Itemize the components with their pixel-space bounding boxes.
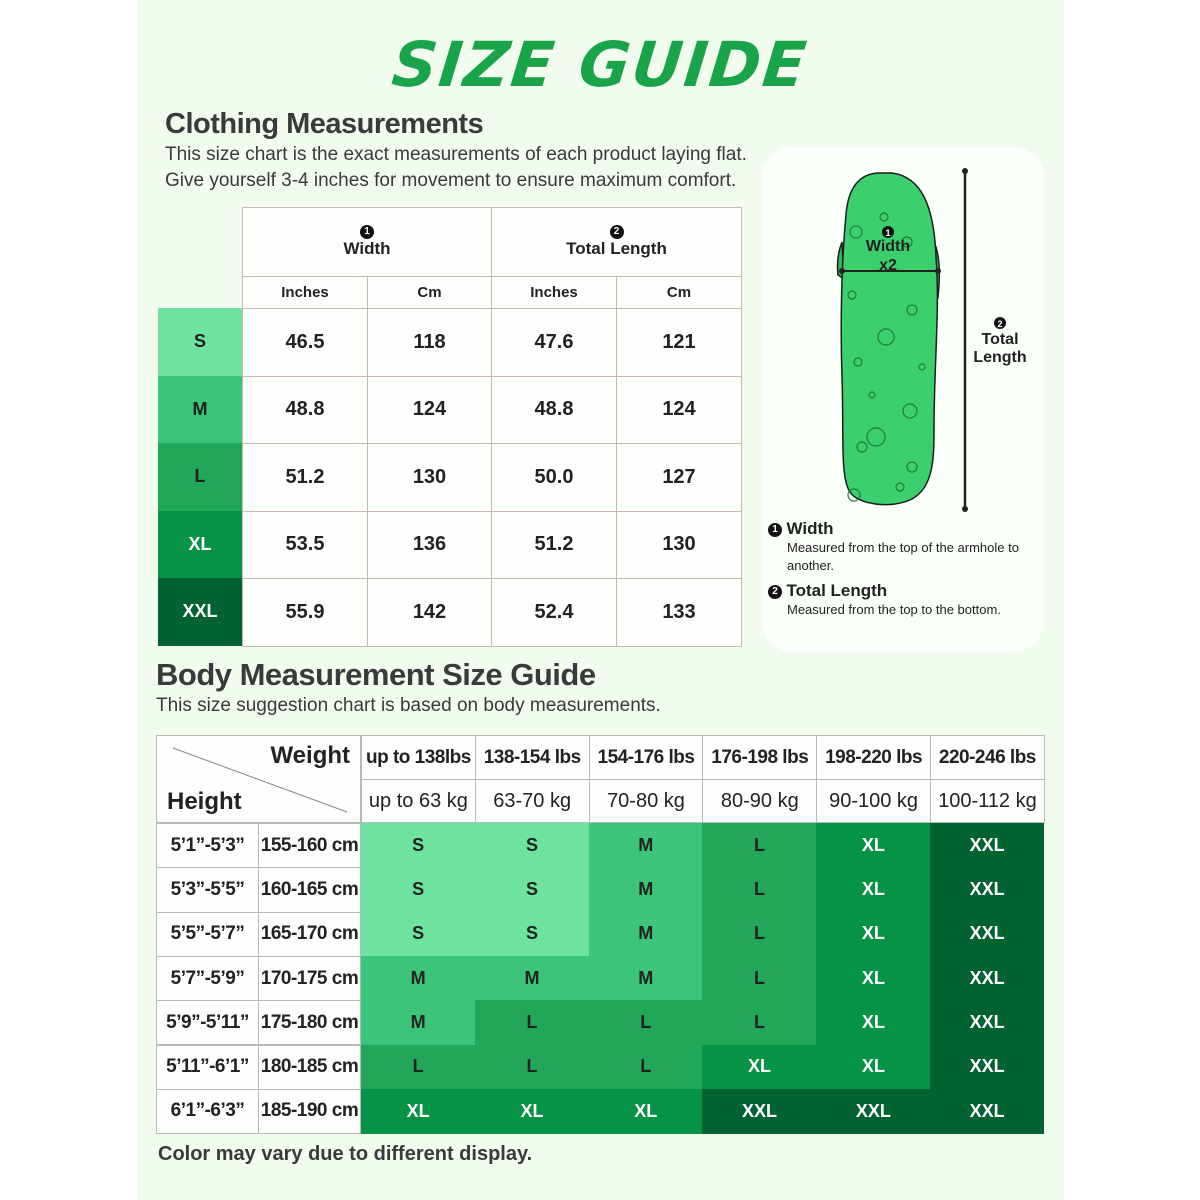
height-cm-label: 155-160 cm (258, 823, 361, 868)
height-cm-label: 175-180 cm (258, 1000, 361, 1045)
size-recommendation-cell: L (702, 823, 816, 868)
weight-label: Weight (270, 742, 350, 769)
size-recommendation-cell: L (702, 867, 816, 912)
size-recommendation-cell: XXL (930, 1089, 1044, 1134)
size-recommendation-cell: XL (816, 1045, 930, 1090)
measurement-diagram-card (762, 147, 1044, 652)
total-length-header (491, 207, 742, 277)
clothing-desc-line1: This size chart is the exact measurements of each product laying flat. (165, 144, 747, 165)
height-label: Height (167, 788, 242, 815)
footer-note: Color may vary due to different display. (158, 1143, 533, 1165)
width-number-label: 1 (885, 228, 891, 238)
length-diagram-label-2: Length (973, 349, 1027, 366)
size-recommendation-cell: XL (816, 1000, 930, 1045)
weight-lbs-header: up to 138lbs (361, 735, 476, 780)
weight-lbs-header: 220-246 lbs (930, 735, 1045, 780)
unit-header: Inches (491, 276, 617, 309)
width-header-label: Width (343, 239, 391, 258)
height-ft-label: 5’1”-5’3” (156, 823, 259, 868)
number-one-icon: 1 (360, 225, 374, 239)
measurement-value: 55.9 (242, 578, 368, 647)
size-recommendation-cell: M (361, 956, 475, 1001)
width-multiplier-label: x2 (879, 257, 897, 274)
length-diagram-label-1: Total (981, 331, 1019, 348)
size-label: S (158, 308, 242, 376)
size-recommendation-cell: XL (702, 1045, 816, 1090)
size-recommendation-cell: L (702, 956, 816, 1001)
garment-diagram (762, 147, 1044, 652)
size-recommendation-cell: M (589, 823, 703, 868)
height-ft-label: 5’5”-5’7” (156, 912, 259, 957)
clothing-desc-line2: Give yourself 3-4 inches for movement to ensure maximum comfort. (165, 170, 737, 191)
weight-lbs-header: 176-198 lbs (702, 735, 817, 780)
width-diagram-label: Width (865, 238, 911, 255)
clothing-size-table (158, 207, 742, 645)
total-length-header-label: Total Length (566, 239, 667, 258)
size-recommendation-cell: S (475, 867, 589, 912)
size-label: M (158, 376, 242, 444)
height-ft-label: 5’11”-6’1” (156, 1045, 259, 1090)
height-cm-label: 160-165 cm (258, 867, 361, 912)
measurement-value: 130 (367, 443, 492, 512)
size-recommendation-cell: L (475, 1000, 589, 1045)
measurement-value: 124 (616, 376, 742, 445)
body-size-table (156, 735, 1044, 1133)
measurement-value: 48.8 (491, 376, 617, 445)
size-recommendation-cell: M (475, 956, 589, 1001)
height-cm-label: 165-170 cm (258, 912, 361, 957)
size-label: XXL (158, 578, 242, 646)
height-ft-label: 5’9”-5’11” (156, 1000, 259, 1045)
measurement-value: 50.0 (491, 443, 617, 512)
weight-kg-header: 63-70 kg (475, 779, 590, 823)
size-recommendation-cell: XL (475, 1089, 589, 1134)
number-two-icon: 2 (768, 585, 782, 599)
weight-lbs-header: 154-176 lbs (589, 735, 704, 780)
measurement-value: 121 (616, 308, 742, 377)
measurement-value: 130 (616, 511, 742, 580)
size-recommendation-cell: S (361, 912, 475, 957)
height-ft-label: 5’7”-5’9” (156, 956, 259, 1001)
size-recommendation-cell: XXL (930, 912, 1044, 957)
legend-width-desc-1: Measured from the top of the armhole to (787, 540, 1019, 555)
size-recommendation-cell: XXL (816, 1089, 930, 1134)
clothing-heading: Clothing Measurements (165, 108, 484, 140)
size-recommendation-cell: L (361, 1045, 475, 1090)
weight-lbs-header: 198-220 lbs (816, 735, 931, 780)
measurement-value: 52.4 (491, 578, 617, 647)
page-title: SIZE GUIDE (388, 28, 812, 101)
size-recommendation-cell: L (702, 1000, 816, 1045)
size-recommendation-cell: M (589, 956, 703, 1001)
number-one-icon: 1 (768, 523, 782, 537)
legend-width-desc-2: another. (787, 558, 834, 573)
height-ft-label: 6’1”-6’3” (156, 1089, 259, 1134)
size-recommendation-cell: XL (816, 956, 930, 1001)
weight-kg-header: 90-100 kg (816, 779, 931, 823)
measurement-value: 127 (616, 443, 742, 512)
size-recommendation-cell: XL (816, 867, 930, 912)
measurement-value: 47.6 (491, 308, 617, 377)
size-recommendation-cell: XL (361, 1089, 475, 1134)
legend-width-desc (768, 539, 1038, 575)
weight-height-corner (156, 735, 361, 823)
length-number-label: 2 (997, 319, 1003, 329)
height-ft-label: 5’3”-5’5” (156, 867, 259, 912)
measurement-value: 51.2 (242, 443, 368, 512)
size-recommendation-cell: XL (589, 1089, 703, 1134)
body-heading: Body Measurement Size Guide (156, 657, 596, 692)
unit-header: Cm (616, 276, 742, 309)
size-recommendation-cell: L (475, 1045, 589, 1090)
size-recommendation-cell: S (361, 823, 475, 868)
measurement-value: 51.2 (491, 511, 617, 580)
measurement-value: 46.5 (242, 308, 368, 377)
number-two-icon: 2 (610, 225, 624, 239)
unit-header: Cm (367, 276, 492, 309)
measurement-value: 118 (367, 308, 492, 377)
size-recommendation-cell: XXL (930, 956, 1044, 1001)
size-recommendation-cell: XXL (930, 1000, 1044, 1045)
size-recommendation-cell: M (589, 867, 703, 912)
height-cm-label: 180-185 cm (258, 1045, 361, 1090)
weight-kg-header: 70-80 kg (589, 779, 704, 823)
size-recommendation-cell: S (475, 823, 589, 868)
size-recommendation-cell: XXL (702, 1089, 816, 1134)
measurement-value: 53.5 (242, 511, 368, 580)
measurement-value: 124 (367, 376, 492, 445)
size-recommendation-cell: L (702, 912, 816, 957)
size-recommendation-cell: L (589, 1045, 703, 1090)
size-recommendation-cell: XXL (930, 1045, 1044, 1090)
measurement-value: 142 (367, 578, 492, 647)
measurement-value: 133 (616, 578, 742, 647)
legend-width-title: Width (786, 519, 834, 538)
size-recommendation-cell: M (361, 1000, 475, 1045)
size-recommendation-cell: XL (816, 912, 930, 957)
height-cm-label: 185-190 cm (258, 1089, 361, 1134)
measurement-value: 136 (367, 511, 492, 580)
measurement-value: 48.8 (242, 376, 368, 445)
size-recommendation-cell: L (589, 1000, 703, 1045)
size-recommendation-cell: S (361, 867, 475, 912)
height-cm-label: 170-175 cm (258, 956, 361, 1001)
size-recommendation-cell: XL (816, 823, 930, 868)
size-recommendation-cell: M (589, 912, 703, 957)
weight-kg-header: 80-90 kg (702, 779, 817, 823)
weight-kg-header: 100-112 kg (930, 779, 1045, 823)
weight-kg-header: up to 63 kg (361, 779, 476, 823)
size-recommendation-cell: XXL (930, 867, 1044, 912)
legend-width (768, 519, 1038, 575)
width-header (242, 207, 492, 277)
body-desc: This size suggestion chart is based on body measurements. (156, 695, 661, 716)
weight-lbs-header: 138-154 lbs (475, 735, 590, 780)
unit-header: Inches (242, 276, 368, 309)
legend-length (768, 581, 1038, 619)
size-label: L (158, 443, 242, 511)
size-recommendation-cell: S (475, 912, 589, 957)
legend-length-title: Total Length (786, 581, 888, 600)
size-label: XL (158, 511, 242, 579)
legend-length-desc: Measured from the top to the bottom. (787, 602, 1001, 617)
garment-body (841, 173, 937, 505)
size-recommendation-cell: XXL (930, 823, 1044, 868)
